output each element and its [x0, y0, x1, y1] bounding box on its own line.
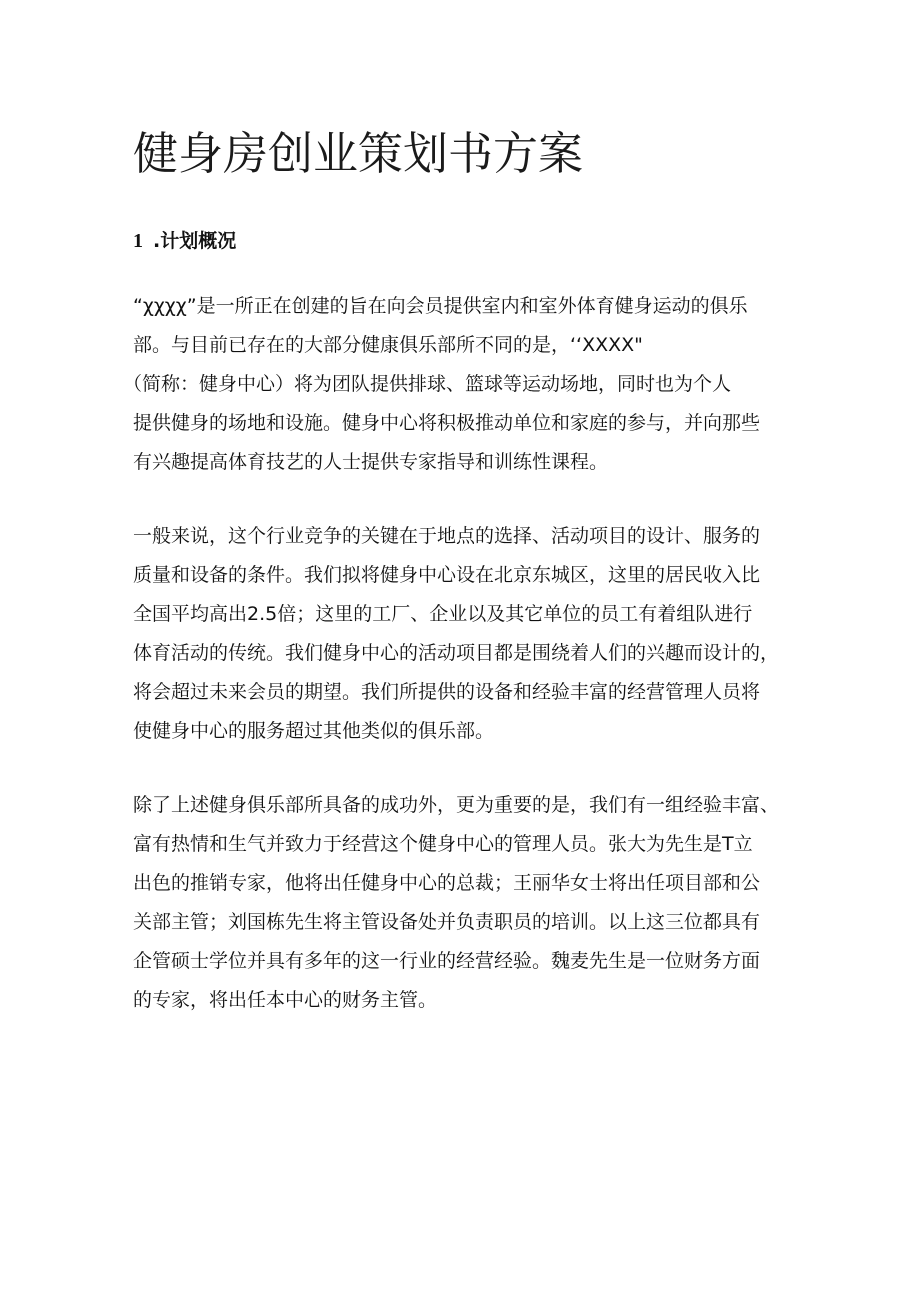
section-heading	[133, 226, 236, 256]
paragraph-line: （简称：健身中心）将为团队提供排球、篮球等运动场地，同时也为个人	[123, 373, 732, 395]
paragraph-competition	[133, 517, 803, 751]
paragraph-line: 一般来说，这个行业竞争的关键在于地点的选择、活动项目的设计、服务的	[133, 525, 761, 547]
paragraph-line: 提供健身的场地和设施。健身中心将积极推动单位和家庭的参与，并向那些	[133, 412, 761, 434]
body-text	[123, 287, 803, 1055]
paragraph-line: 富有热情和生气并致力于经营这个健身中心的管理人员。张大为先生是T立	[133, 833, 753, 855]
paragraph-line: 除了上述健身俱乐部所具备的成功外，更为重要的是，我们有一组经验丰富、	[133, 794, 780, 816]
paragraph-line: “χχχχ”是一所正在创建的旨在向会员提供室内和室外体育健身运动的俱乐	[133, 295, 748, 317]
paragraph-line: 质量和设备的条件。我们拟将健身中心设在北京东城区，这里的居民收入比	[133, 564, 761, 586]
paragraph-line: 体育活动的传统。我们健身中心的活动项目都是围绕着人们的兴趣而设计的，	[133, 642, 780, 664]
paragraph-line: 全国平均高出2.5倍；这里的工厂、企业以及其它单位的员工有着组队进行	[133, 603, 753, 625]
section-heading-text: .计划概况	[153, 230, 237, 252]
paragraph-line: 使健身中心的服务超过其他类似的俱乐部。	[133, 720, 495, 742]
paragraph-line: 有兴趣提高体育技艺的人士提供专家指导和训练性课程。	[133, 451, 609, 473]
paragraph-line: 将会超过未来会员的期望。我们所提供的设备和经验丰富的经营管理人员将	[133, 681, 761, 703]
paragraph-management	[133, 786, 803, 1020]
paragraph-line: 出色的推销专家，他将出任健身中心的总裁；王丽华女士将出任项目部和公	[133, 872, 761, 894]
paragraph-line: 关部主管；刘国栋先生将主管设备处并负责职员的培训。以上这三位都具有	[133, 911, 761, 933]
document-title: 健身房创业策划书方案	[133, 127, 584, 180]
section-number: 1	[133, 230, 143, 252]
paragraph-line: 企管硕士学位并具有多年的这一行业的经营经验。魏麦先生是一位财务方面	[133, 950, 761, 972]
paragraph-line: 部。与目前已存在的大部分健康俱乐部所不同的是，‘‘XXXX"	[133, 334, 643, 356]
paragraph-overview	[123, 287, 803, 482]
paragraph-line: 的专家，将出任本中心的财务主管。	[133, 989, 438, 1011]
